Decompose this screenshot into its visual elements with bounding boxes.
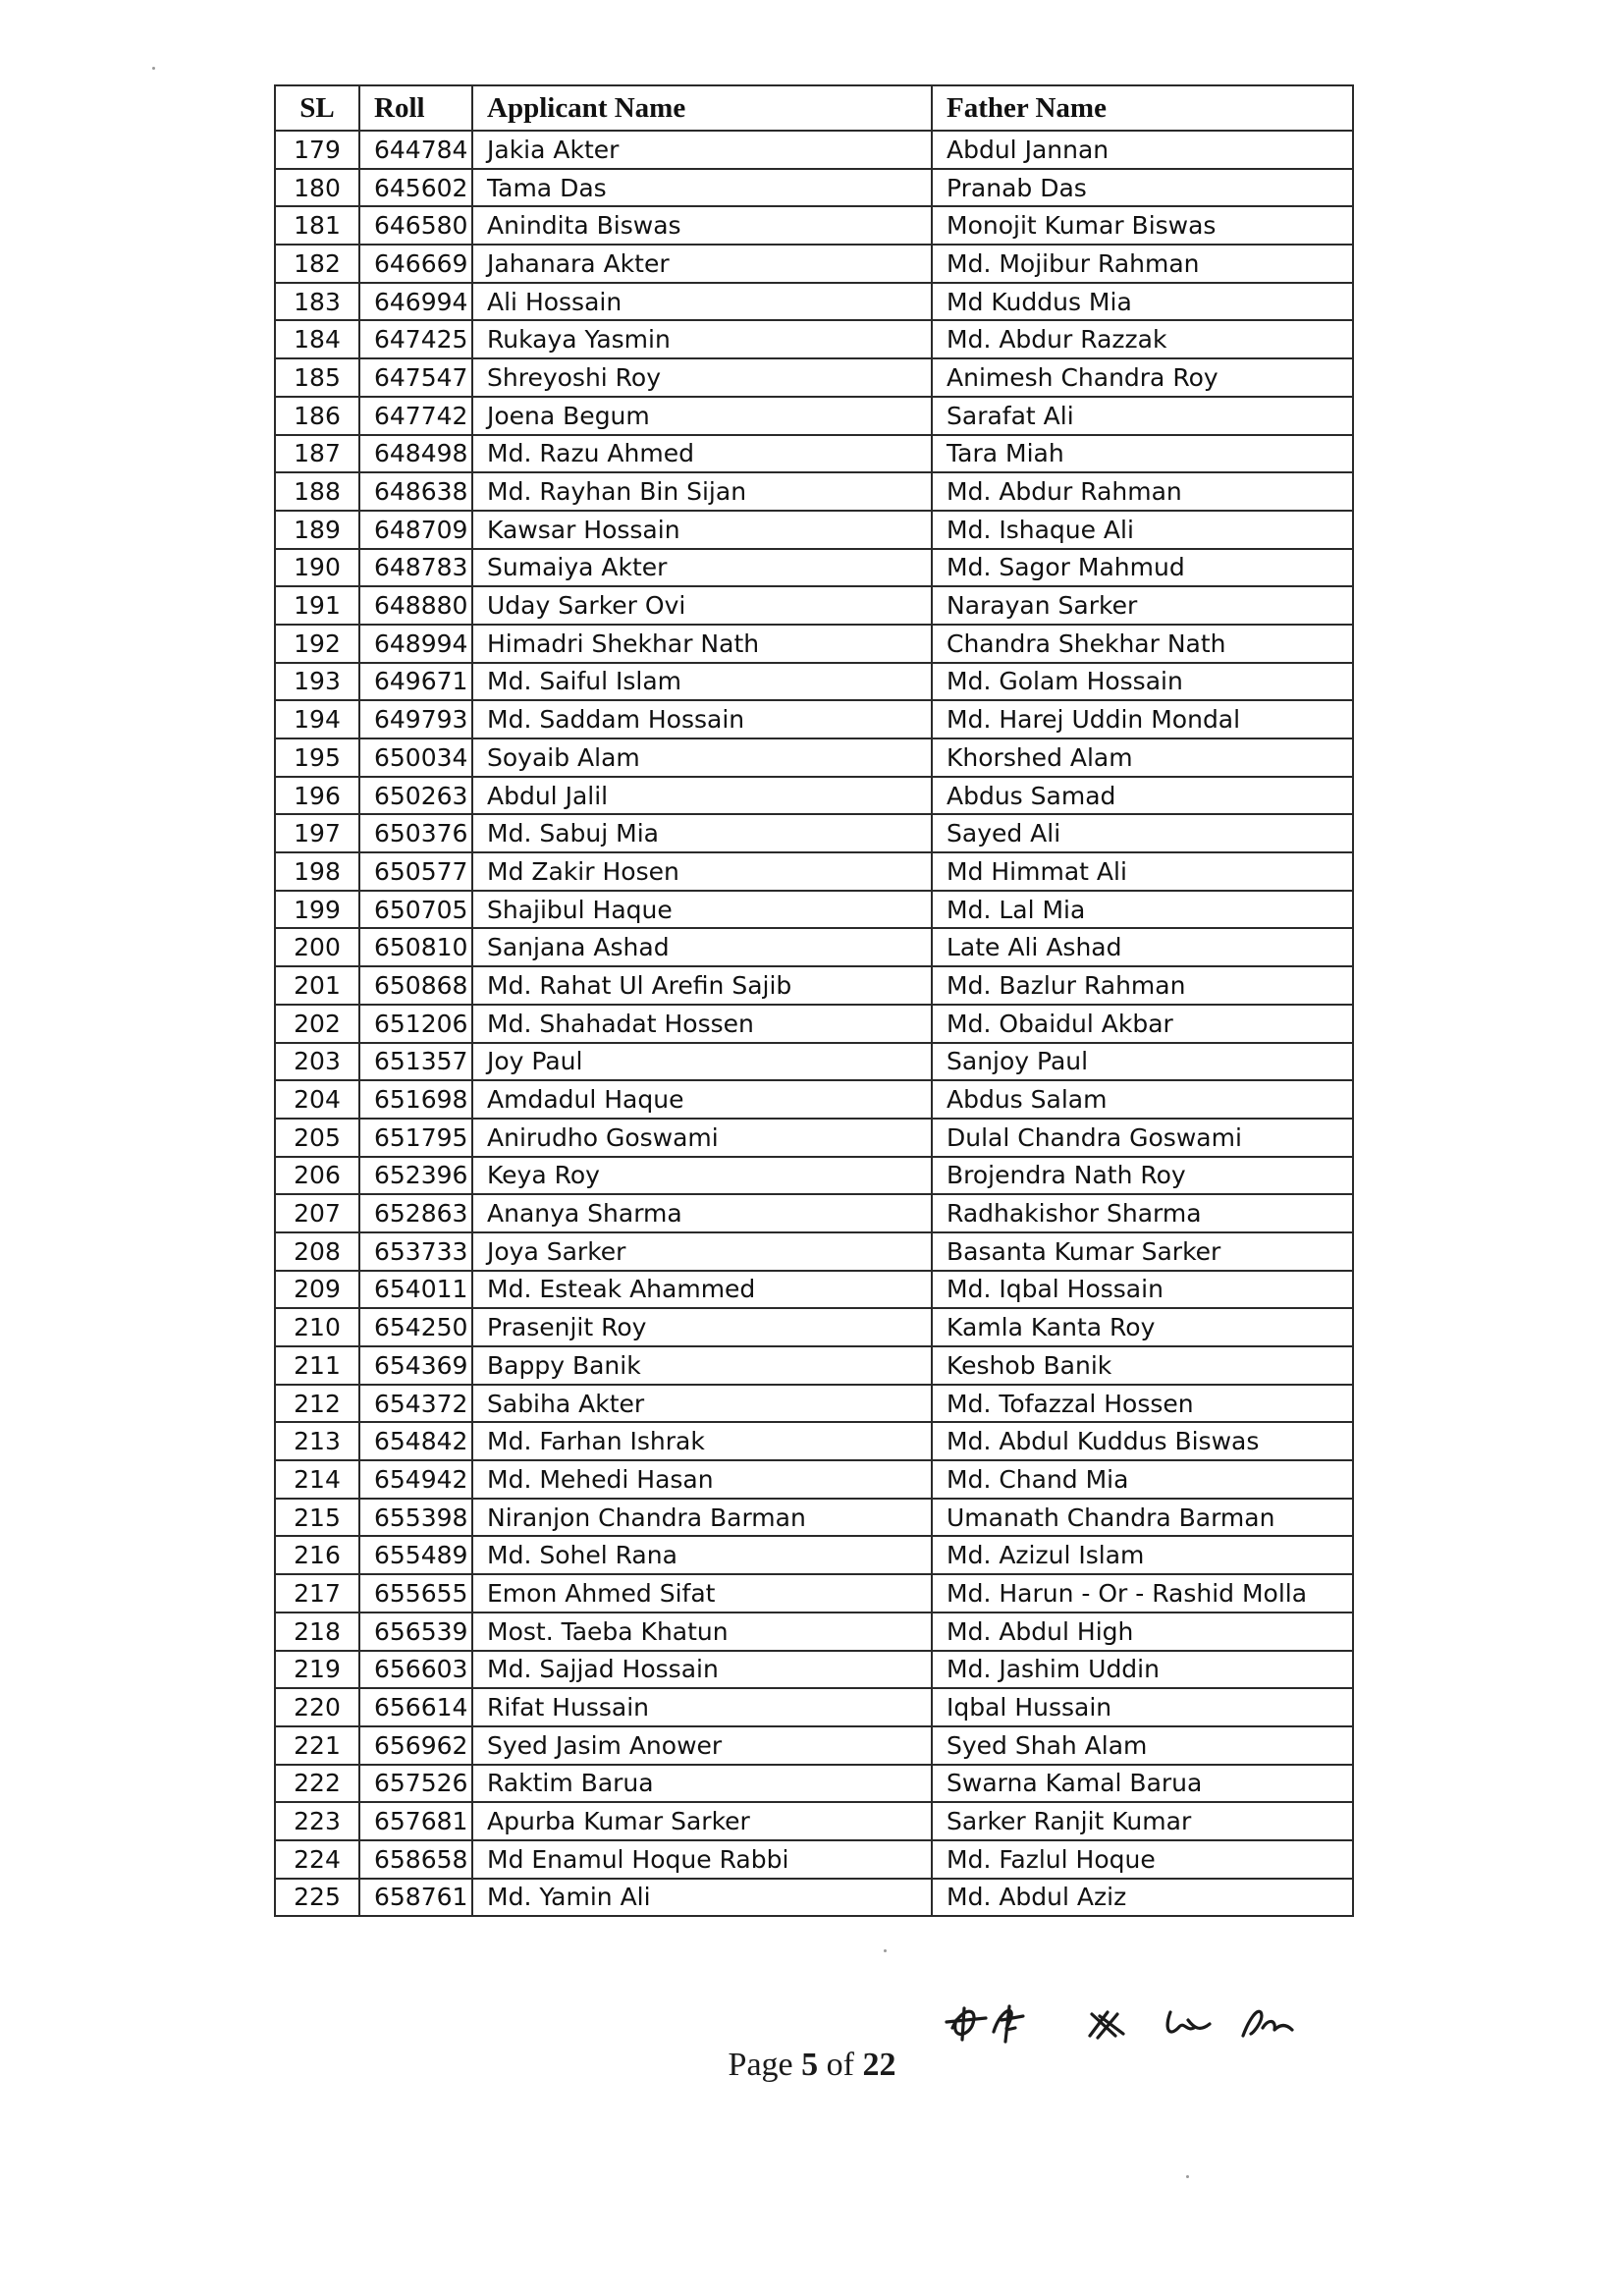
cell-roll: 648880: [359, 586, 472, 625]
cell-applicant-name: Md. Saddam Hossain: [472, 700, 932, 738]
table-row: [275, 1688, 1353, 1726]
cell-sl: 190: [275, 549, 359, 587]
cell-sl: 204: [275, 1080, 359, 1119]
cell-father-name: Khorshed Alam: [932, 738, 1353, 777]
cell-applicant-name: Md Zakir Hosen: [472, 852, 932, 891]
table-row: [275, 1536, 1353, 1574]
cell-roll: 658658: [359, 1840, 472, 1879]
cell-sl: 181: [275, 206, 359, 245]
table-row: [275, 1232, 1353, 1271]
cell-applicant-name: Rukaya Yasmin: [472, 320, 932, 358]
cell-roll: 657526: [359, 1765, 472, 1803]
cell-sl: 214: [275, 1460, 359, 1499]
cell-applicant-name: Sanjana Ashad: [472, 928, 932, 966]
cell-roll: 651795: [359, 1119, 472, 1157]
cell-father-name: Umanath Chandra Barman: [932, 1499, 1353, 1537]
cell-applicant-name: Md. Sabuj Mia: [472, 814, 932, 852]
table-row: [275, 206, 1353, 245]
cell-father-name: Md. Mojibur Rahman: [932, 245, 1353, 283]
table-row: [275, 1499, 1353, 1537]
cell-sl: 221: [275, 1726, 359, 1765]
cell-roll: 657681: [359, 1802, 472, 1840]
scan-speck: [884, 1949, 887, 1952]
cell-sl: 220: [275, 1688, 359, 1726]
cell-applicant-name: Tama Das: [472, 169, 932, 207]
cell-roll: 656539: [359, 1613, 472, 1651]
table-row: [275, 1157, 1353, 1195]
cell-sl: 215: [275, 1499, 359, 1537]
cell-father-name: Md. Abdul High: [932, 1613, 1353, 1651]
cell-roll: 648638: [359, 472, 472, 511]
table-row: [275, 320, 1353, 358]
cell-applicant-name: Md Enamul Hoque Rabbi: [472, 1840, 932, 1879]
cell-roll: 650577: [359, 852, 472, 891]
cell-father-name: Md. Lal Mia: [932, 891, 1353, 929]
cell-father-name: Iqbal Hussain: [932, 1688, 1353, 1726]
table-row: [275, 169, 1353, 207]
cell-father-name: Keshob Banik: [932, 1346, 1353, 1385]
cell-sl: 185: [275, 358, 359, 397]
cell-father-name: Monojit Kumar Biswas: [932, 206, 1353, 245]
cell-father-name: Syed Shah Alam: [932, 1726, 1353, 1765]
cell-applicant-name: Abdul Jalil: [472, 777, 932, 815]
cell-sl: 225: [275, 1879, 359, 1917]
cell-father-name: Kamla Kanta Roy: [932, 1308, 1353, 1346]
cell-sl: 213: [275, 1422, 359, 1460]
cell-father-name: Md. Harej Uddin Mondal: [932, 700, 1353, 738]
cell-sl: 210: [275, 1308, 359, 1346]
cell-father-name: Late Ali Ashad: [932, 928, 1353, 966]
table-row: [275, 1308, 1353, 1346]
cell-father-name: Md. Abdur Rahman: [932, 472, 1353, 511]
cell-sl: 216: [275, 1536, 359, 1574]
cell-father-name: Basanta Kumar Sarker: [932, 1232, 1353, 1271]
table-row: [275, 511, 1353, 549]
table-row: [275, 283, 1353, 321]
cell-roll: 655398: [359, 1499, 472, 1537]
table-row: [275, 1726, 1353, 1765]
cell-roll: 651698: [359, 1080, 472, 1119]
cell-applicant-name: Joya Sarker: [472, 1232, 932, 1271]
cell-father-name: Md. Bazlur Rahman: [932, 966, 1353, 1005]
table-row: [275, 1119, 1353, 1157]
table-row: [275, 586, 1353, 625]
cell-roll: 656603: [359, 1651, 472, 1689]
header-applicant-name: Applicant Name: [472, 85, 932, 131]
page-number: 5: [801, 2047, 819, 2083]
table-row: [275, 549, 1353, 587]
of-word: of: [826, 2047, 854, 2083]
table-row: [275, 663, 1353, 701]
cell-sl: 201: [275, 966, 359, 1005]
cell-father-name: Md. Chand Mia: [932, 1460, 1353, 1499]
cell-roll: 650705: [359, 891, 472, 929]
cell-applicant-name: Anindita Biswas: [472, 206, 932, 245]
cell-roll: 648783: [359, 549, 472, 587]
cell-roll: 656614: [359, 1688, 472, 1726]
cell-applicant-name: Shajibul Haque: [472, 891, 932, 929]
table-row: [275, 814, 1353, 852]
cell-applicant-name: Md. Sohel Rana: [472, 1536, 932, 1574]
cell-father-name: Md. Jashim Uddin: [932, 1651, 1353, 1689]
cell-roll: 650034: [359, 738, 472, 777]
cell-applicant-name: Soyaib Alam: [472, 738, 932, 777]
cell-applicant-name: Niranjon Chandra Barman: [472, 1499, 932, 1537]
table-row: [275, 1765, 1353, 1803]
cell-roll: 655489: [359, 1536, 472, 1574]
page-word: Page: [728, 2047, 793, 2083]
cell-roll: 648994: [359, 625, 472, 663]
cell-father-name: Chandra Shekhar Nath: [932, 625, 1353, 663]
cell-applicant-name: Most. Taeba Khatun: [472, 1613, 932, 1651]
cell-father-name: Md. Sagor Mahmud: [932, 549, 1353, 587]
cell-father-name: Md. Fazlul Hoque: [932, 1840, 1353, 1879]
header-row: [275, 85, 1353, 131]
table-row: [275, 1043, 1353, 1081]
cell-roll: 649671: [359, 663, 472, 701]
cell-father-name: Md. Harun - Or - Rashid Molla: [932, 1574, 1353, 1613]
cell-applicant-name: Emon Ahmed Sifat: [472, 1574, 932, 1613]
cell-applicant-name: Ananya Sharma: [472, 1194, 932, 1232]
table-row: [275, 1460, 1353, 1499]
cell-roll: 649793: [359, 700, 472, 738]
header-father-name: Father Name: [932, 85, 1353, 131]
cell-father-name: Radhakishor Sharma: [932, 1194, 1353, 1232]
signature-marks: [943, 1998, 1306, 2048]
table-row: [275, 1651, 1353, 1689]
cell-applicant-name: Ali Hossain: [472, 283, 932, 321]
cell-sl: 187: [275, 435, 359, 473]
table-row: [275, 1194, 1353, 1232]
applicant-table: [274, 84, 1354, 1917]
cell-applicant-name: Md. Esteak Ahammed: [472, 1271, 932, 1309]
cell-applicant-name: Kawsar Hossain: [472, 511, 932, 549]
cell-applicant-name: Md. Yamin Ali: [472, 1879, 932, 1917]
total-pages: 22: [862, 2047, 896, 2083]
cell-applicant-name: Sumaiya Akter: [472, 549, 932, 587]
cell-sl: 195: [275, 738, 359, 777]
cell-roll: 644784: [359, 131, 472, 169]
table-body: [275, 131, 1353, 1916]
cell-sl: 189: [275, 511, 359, 549]
cell-roll: 650376: [359, 814, 472, 852]
table-row: [275, 966, 1353, 1005]
table-row: [275, 852, 1353, 891]
cell-sl: 211: [275, 1346, 359, 1385]
table-row: [275, 625, 1353, 663]
table-row: [275, 1385, 1353, 1423]
scan-speck: [1186, 2175, 1189, 2178]
table-row: [275, 891, 1353, 929]
table-row: [275, 1005, 1353, 1043]
cell-sl: 192: [275, 625, 359, 663]
cell-roll: 654011: [359, 1271, 472, 1309]
cell-roll: 650263: [359, 777, 472, 815]
cell-applicant-name: Joy Paul: [472, 1043, 932, 1081]
cell-roll: 647547: [359, 358, 472, 397]
cell-applicant-name: Md. Razu Ahmed: [472, 435, 932, 473]
cell-father-name: Md Himmat Ali: [932, 852, 1353, 891]
cell-father-name: Md. Obaidul Akbar: [932, 1005, 1353, 1043]
cell-father-name: Md. Abdur Razzak: [932, 320, 1353, 358]
cell-roll: 656962: [359, 1726, 472, 1765]
table-row: [275, 738, 1353, 777]
cell-sl: 200: [275, 928, 359, 966]
cell-sl: 209: [275, 1271, 359, 1309]
cell-roll: 655655: [359, 1574, 472, 1613]
cell-father-name: Md Kuddus Mia: [932, 283, 1353, 321]
cell-roll: 653733: [359, 1232, 472, 1271]
table-row: [275, 472, 1353, 511]
cell-applicant-name: Md. Shahadat Hossen: [472, 1005, 932, 1043]
cell-father-name: Abdul Jannan: [932, 131, 1353, 169]
cell-father-name: Sarker Ranjit Kumar: [932, 1802, 1353, 1840]
cell-roll: 645602: [359, 169, 472, 207]
cell-roll: 654369: [359, 1346, 472, 1385]
cell-applicant-name: Jakia Akter: [472, 131, 932, 169]
cell-applicant-name: Md. Saiful Islam: [472, 663, 932, 701]
cell-sl: 191: [275, 586, 359, 625]
cell-roll: 658761: [359, 1879, 472, 1917]
table-row: [275, 397, 1353, 435]
table-row: [275, 1271, 1353, 1309]
cell-applicant-name: Bappy Banik: [472, 1346, 932, 1385]
cell-father-name: Narayan Sarker: [932, 586, 1353, 625]
cell-applicant-name: Syed Jasim Anower: [472, 1726, 932, 1765]
cell-father-name: Sanjoy Paul: [932, 1043, 1353, 1081]
table-row: [275, 700, 1353, 738]
cell-roll: 646994: [359, 283, 472, 321]
cell-father-name: Animesh Chandra Roy: [932, 358, 1353, 397]
header-roll: Roll: [359, 85, 472, 131]
cell-sl: 193: [275, 663, 359, 701]
cell-applicant-name: Sabiha Akter: [472, 1385, 932, 1423]
cell-father-name: Md. Abdul Kuddus Biswas: [932, 1422, 1353, 1460]
page-footer: [0, 2047, 1624, 2084]
table-row: [275, 245, 1353, 283]
cell-applicant-name: Himadri Shekhar Nath: [472, 625, 932, 663]
cell-sl: 198: [275, 852, 359, 891]
table-row: [275, 1613, 1353, 1651]
cell-roll: 651206: [359, 1005, 472, 1043]
cell-sl: 202: [275, 1005, 359, 1043]
table-header: [275, 85, 1353, 131]
cell-father-name: Md. Ishaque Ali: [932, 511, 1353, 549]
cell-applicant-name: Raktim Barua: [472, 1765, 932, 1803]
cell-sl: 194: [275, 700, 359, 738]
cell-father-name: Abdus Salam: [932, 1080, 1353, 1119]
cell-sl: 222: [275, 1765, 359, 1803]
cell-father-name: Brojendra Nath Roy: [932, 1157, 1353, 1195]
cell-father-name: Md. Abdul Aziz: [932, 1879, 1353, 1917]
cell-sl: 199: [275, 891, 359, 929]
cell-applicant-name: Prasenjit Roy: [472, 1308, 932, 1346]
cell-sl: 218: [275, 1613, 359, 1651]
cell-applicant-name: Uday Sarker Ovi: [472, 586, 932, 625]
table-row: [275, 1879, 1353, 1917]
cell-roll: 647742: [359, 397, 472, 435]
cell-roll: 652863: [359, 1194, 472, 1232]
table-row: [275, 358, 1353, 397]
cell-father-name: Tara Miah: [932, 435, 1353, 473]
cell-sl: 205: [275, 1119, 359, 1157]
cell-sl: 182: [275, 245, 359, 283]
table-row: [275, 131, 1353, 169]
cell-father-name: Abdus Samad: [932, 777, 1353, 815]
cell-sl: 184: [275, 320, 359, 358]
cell-applicant-name: Amdadul Haque: [472, 1080, 932, 1119]
cell-sl: 186: [275, 397, 359, 435]
scan-speck: [152, 67, 155, 70]
header-sl: SL: [275, 85, 359, 131]
cell-sl: 223: [275, 1802, 359, 1840]
table-row: [275, 1802, 1353, 1840]
cell-sl: 196: [275, 777, 359, 815]
cell-sl: 219: [275, 1651, 359, 1689]
cell-sl: 208: [275, 1232, 359, 1271]
cell-applicant-name: Md. Mehedi Hasan: [472, 1460, 932, 1499]
cell-applicant-name: Joena Begum: [472, 397, 932, 435]
cell-applicant-name: Md. Sajjad Hossain: [472, 1651, 932, 1689]
cell-roll: 646669: [359, 245, 472, 283]
table-row: [275, 777, 1353, 815]
cell-roll: 647425: [359, 320, 472, 358]
cell-roll: 648498: [359, 435, 472, 473]
table-row: [275, 928, 1353, 966]
table-row: [275, 1080, 1353, 1119]
cell-father-name: Sayed Ali: [932, 814, 1353, 852]
cell-sl: 203: [275, 1043, 359, 1081]
cell-father-name: Swarna Kamal Barua: [932, 1765, 1353, 1803]
cell-applicant-name: Md. Farhan Ishrak: [472, 1422, 932, 1460]
cell-applicant-name: Anirudho Goswami: [472, 1119, 932, 1157]
cell-sl: 188: [275, 472, 359, 511]
cell-father-name: Md. Azizul Islam: [932, 1536, 1353, 1574]
cell-applicant-name: Md. Rahat Ul Arefin Sajib: [472, 966, 932, 1005]
cell-roll: 654842: [359, 1422, 472, 1460]
cell-applicant-name: Md. Rayhan Bin Sijan: [472, 472, 932, 511]
cell-roll: 650868: [359, 966, 472, 1005]
table-row: [275, 435, 1353, 473]
cell-roll: 646580: [359, 206, 472, 245]
cell-sl: 212: [275, 1385, 359, 1423]
cell-father-name: Md. Golam Hossain: [932, 663, 1353, 701]
cell-roll: 654250: [359, 1308, 472, 1346]
cell-roll: 652396: [359, 1157, 472, 1195]
cell-sl: 183: [275, 283, 359, 321]
cell-roll: 654372: [359, 1385, 472, 1423]
cell-applicant-name: Shreyoshi Roy: [472, 358, 932, 397]
cell-sl: 179: [275, 131, 359, 169]
cell-sl: 206: [275, 1157, 359, 1195]
cell-roll: 648709: [359, 511, 472, 549]
cell-father-name: Sarafat Ali: [932, 397, 1353, 435]
cell-father-name: Dulal Chandra Goswami: [932, 1119, 1353, 1157]
cell-applicant-name: Keya Roy: [472, 1157, 932, 1195]
cell-father-name: Md. Tofazzal Hossen: [932, 1385, 1353, 1423]
cell-sl: 217: [275, 1574, 359, 1613]
cell-applicant-name: Jahanara Akter: [472, 245, 932, 283]
table-row: [275, 1346, 1353, 1385]
cell-sl: 207: [275, 1194, 359, 1232]
table-row: [275, 1422, 1353, 1460]
cell-roll: 651357: [359, 1043, 472, 1081]
cell-sl: 180: [275, 169, 359, 207]
cell-applicant-name: Apurba Kumar Sarker: [472, 1802, 932, 1840]
cell-sl: 197: [275, 814, 359, 852]
cell-roll: 654942: [359, 1460, 472, 1499]
cell-father-name: Pranab Das: [932, 169, 1353, 207]
cell-applicant-name: Rifat Hussain: [472, 1688, 932, 1726]
table-row: [275, 1840, 1353, 1879]
cell-roll: 650810: [359, 928, 472, 966]
table-row: [275, 1574, 1353, 1613]
cell-sl: 224: [275, 1840, 359, 1879]
cell-father-name: Md. Iqbal Hossain: [932, 1271, 1353, 1309]
